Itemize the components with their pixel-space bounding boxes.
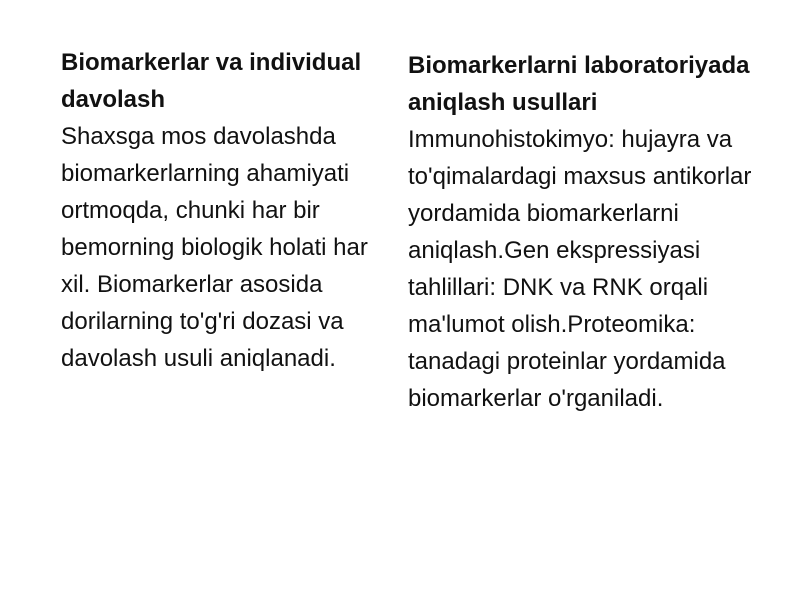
right-column [408, 47, 770, 417]
left-column-body: Shaxsga mos davolashda biomarkerlarning ahamiyati ortmoqda, chunki har bir bemorning biologik holati har xil. Biomarkerlar asosida dorilarning to'g'ri dozasi va davolash usuli aniqlanadi. [61, 123, 368, 372]
left-column-title: Biomarkerlar va individual davolash [61, 49, 362, 113]
right-column-title: Biomarkerlarni laboratoriyada aniqlash usullari [408, 52, 750, 116]
right-column-body: Immunohistokimyo: hujayra va to'qimalardagi maxsus antikorlar yordamida biomarkerlarni aniqlash.Gen ekspressiyasi tahlillari: DNK va RNK orqali ma'lumot olish.Proteomika: tanadagi proteinlar yordamida biomarkerlar o'rganiladi. [408, 126, 752, 412]
left-column [61, 44, 391, 377]
